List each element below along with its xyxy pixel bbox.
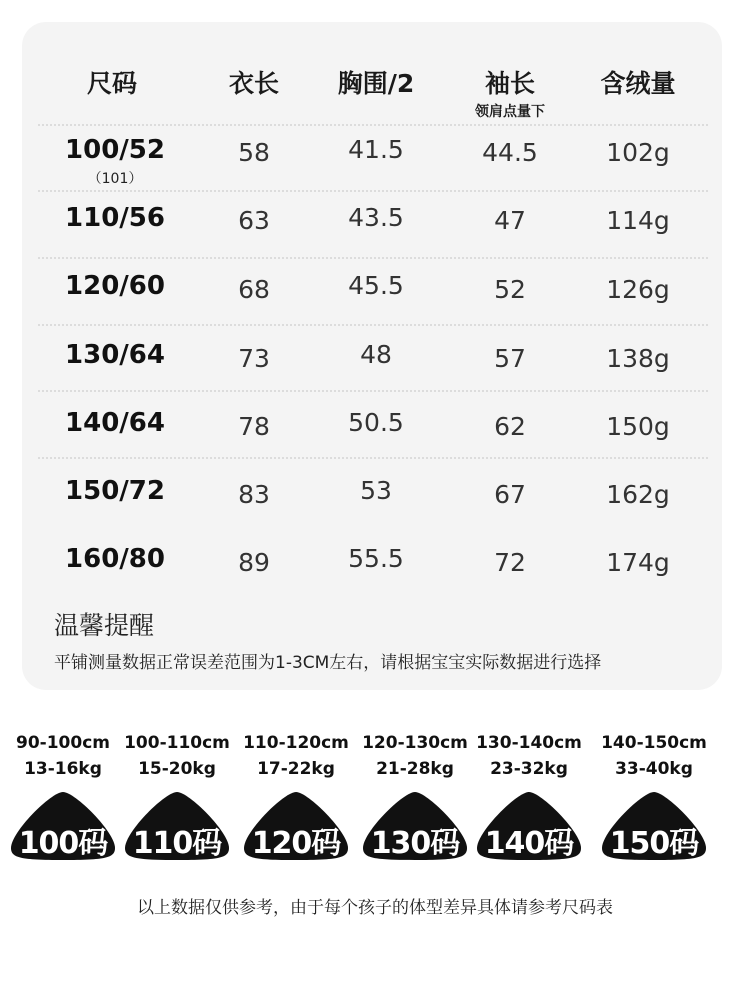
- size-cell: 110/56: [65, 203, 165, 233]
- sleeve-cell: 67: [494, 480, 526, 509]
- size-badge-label: 110码: [132, 826, 222, 861]
- row-divider: [38, 124, 708, 126]
- sleeve-cell: 44.5: [482, 138, 538, 167]
- recommendation-range: [464, 730, 594, 782]
- size-cell: 160/80: [65, 544, 165, 574]
- down-cell: 162g: [606, 480, 670, 509]
- header-sleeve: 袖长: [484, 69, 535, 98]
- chest-cell: 43.5: [348, 203, 404, 232]
- length-cell: 68: [238, 275, 270, 304]
- height-range: 120-130cm: [362, 733, 468, 753]
- length-cell: 63: [238, 206, 270, 235]
- sleeve-cell: 52: [494, 275, 526, 304]
- sleeve-cell: 72: [494, 548, 526, 577]
- size-badge: [240, 790, 352, 862]
- chest-cell: 48: [360, 340, 392, 369]
- size-badge-label: 100码: [18, 826, 108, 861]
- size-cell: 130/64: [65, 340, 165, 370]
- row-divider: [38, 390, 708, 392]
- chest-cell: 41.5: [348, 135, 404, 164]
- length-cell: 78: [238, 412, 270, 441]
- size-badge-label: 120码: [251, 826, 341, 861]
- weight-range: 13-16kg: [24, 759, 102, 779]
- length-cell: 73: [238, 344, 270, 373]
- size-badge: [121, 790, 233, 862]
- row-divider: [38, 324, 708, 326]
- recommendation-range: [589, 730, 719, 782]
- length-cell: 89: [238, 548, 270, 577]
- height-range: 130-140cm: [476, 733, 582, 753]
- size-cell: 150/72: [65, 476, 165, 506]
- row-divider: [38, 257, 708, 259]
- header-sleeve-note: 领肩点量下: [475, 104, 545, 120]
- recommendation-range: [350, 730, 480, 782]
- down-cell: 102g: [606, 138, 670, 167]
- size-note: （101）: [87, 171, 143, 187]
- height-range: 140-150cm: [601, 733, 707, 753]
- row-divider: [38, 457, 708, 459]
- size-cell: 140/64: [65, 408, 165, 438]
- weight-range: 15-20kg: [138, 759, 216, 779]
- recommendation-range: [231, 730, 361, 782]
- weight-range: 33-40kg: [615, 759, 693, 779]
- weight-range: 23-32kg: [490, 759, 568, 779]
- down-cell: 114g: [606, 206, 670, 235]
- size-badge: [598, 790, 710, 862]
- height-range: 100-110cm: [124, 733, 230, 753]
- recommendation-range: [112, 730, 242, 782]
- length-cell: 83: [238, 480, 270, 509]
- size-badge-label: 140码: [484, 826, 574, 861]
- chest-cell: 45.5: [348, 271, 404, 300]
- weight-range: 21-28kg: [376, 759, 454, 779]
- size-badge-label: 150码: [609, 826, 699, 861]
- header-size: 尺码: [86, 69, 137, 98]
- row-divider: [38, 190, 708, 192]
- size-cell: 120/60: [65, 271, 165, 301]
- size-badge: [473, 790, 585, 862]
- tips-title: 温馨提醒: [54, 611, 155, 640]
- tips-text: 平铺测量数据正常误差范围为1-3CM左右，请根据宝宝实际数据进行选择: [54, 653, 602, 673]
- down-cell: 138g: [606, 344, 670, 373]
- weight-range: 17-22kg: [257, 759, 335, 779]
- chest-cell: 53: [360, 476, 392, 505]
- down-cell: 126g: [606, 275, 670, 304]
- length-cell: 58: [238, 138, 270, 167]
- size-badge: [359, 790, 471, 862]
- chest-cell: 55.5: [348, 544, 404, 573]
- down-cell: 150g: [606, 412, 670, 441]
- sleeve-cell: 62: [494, 412, 526, 441]
- height-range: 90-100cm: [16, 733, 110, 753]
- sleeve-cell: 47: [494, 206, 526, 235]
- header-down-content: 含绒量: [600, 69, 676, 98]
- size-badge-label: 130码: [370, 826, 460, 861]
- reference-footnote: 以上数据仅供参考，由于每个孩子的体型差异具体请参考尺码表: [137, 898, 613, 918]
- header-length: 衣长: [228, 69, 279, 98]
- size-badge: [7, 790, 119, 862]
- down-cell: 174g: [606, 548, 670, 577]
- height-range: 110-120cm: [243, 733, 349, 753]
- chest-cell: 50.5: [348, 408, 404, 437]
- header-chest: 胸围/2: [337, 69, 415, 98]
- sleeve-cell: 57: [494, 344, 526, 373]
- size-cell: 100/52: [65, 135, 165, 165]
- recommendation-range: [0, 730, 128, 782]
